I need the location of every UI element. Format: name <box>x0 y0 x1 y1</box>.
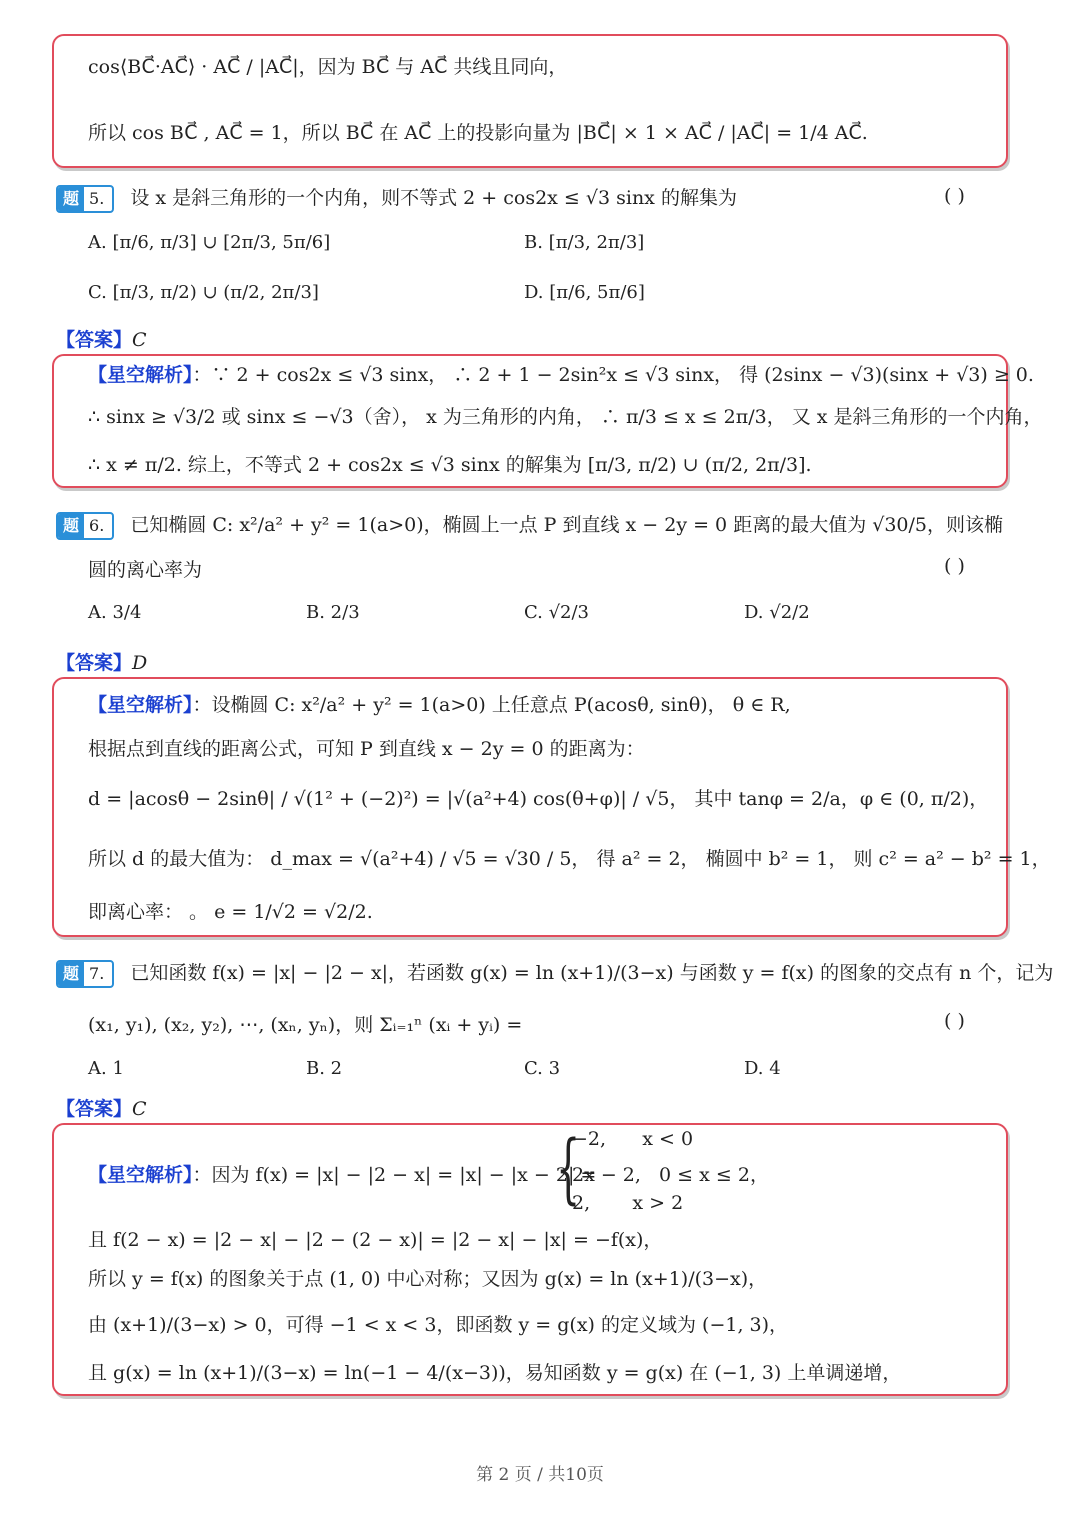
q7-solution-line5: 且 g(x) = ln (x+1)/(3−x) = ln(−1 − 4/(x−3))，易知函数 y = g(x) 在 (−1, 3) 上单调递增， <box>88 1362 902 1384</box>
question-6-option-c: C. √2/3 <box>524 602 590 623</box>
question-6-answer-blank: ( ) <box>944 555 965 577</box>
question-7-option-c: C. 3 <box>524 1058 561 1079</box>
question-7-tag: 题 7. <box>56 960 114 988</box>
q6-solution-line4: 所以 d 的最大值为： d_max = √(a²+4) / √5 = √30 / 5， 得 a² = 2， 椭圆中 b² = 1， 则 c² = a² − b² = 1， <box>88 848 1051 870</box>
box0-line1: cos⟨BC⃗·AC⃗⟩ · AC⃗ / |AC⃗|，因为 BC⃗ 与 AC⃗ 共线且同向， <box>88 56 568 78</box>
q7-case-3: 2, x > 2 <box>572 1192 684 1214</box>
q7-solution-line4: 由 (x+1)/(3−x) > 0，可得 −1 < x < 3，即函数 y = g(x) 的定义域为 (−1, 3)， <box>88 1314 789 1336</box>
question-5-answer-value: C <box>132 329 147 351</box>
question-5-option-d: D. [π/6, 5π/6] <box>524 282 645 303</box>
question-5-tag: 题 5. <box>56 185 114 213</box>
q6-solution-line1: 【星空解析】：设椭圆 C: x²/a² + y² = 1(a>0) 上任意点 P(acosθ, sinθ)， θ ∈ R, <box>88 694 791 716</box>
question-5-option-b: B. [π/3, 2π/3] <box>524 232 645 253</box>
question-7-text-line2: (x₁, y₁), (x₂, y₂), ⋯, (xₙ, yₙ)，则 Σᵢ₌₁ⁿ (xᵢ + yᵢ) = <box>88 1014 523 1036</box>
question-7-option-a: A. 1 <box>88 1058 124 1079</box>
box0-line2: 所以 cos BC⃗ , AC⃗ = 1，所以 BC⃗ 在 AC⃗ 上的投影向量为 |BC⃗| × 1 × AC⃗ / |AC⃗| = 1/4 AC⃗. <box>88 122 868 144</box>
question-6-option-d: D. √2/2 <box>744 602 810 623</box>
q6-solution-line3: d = |acosθ − 2sinθ| / √(1² + (−2)²) = |√(a²+4) cos(θ+φ)| / √5， 其中 tanφ = 2/a，φ ∈ (0, π/2)， <box>88 788 989 810</box>
question-6-text-line2: 圆的离心率为 <box>88 559 203 581</box>
question-7-option-d: D. 4 <box>744 1058 781 1079</box>
question-7-option-b: B. 2 <box>306 1058 343 1079</box>
question-5-answer: 【答案】C <box>56 329 147 351</box>
question-6-answer-value: D <box>132 652 148 674</box>
q7-solution-line3: 所以 y = f(x) 的图象关于点 (1, 0) 中心对称；又因为 g(x) = ln (x+1)/(3−x)， <box>88 1268 768 1290</box>
q6-solution-line5: 即离心率： 。 e = 1/√2 = √2/2. <box>88 901 373 923</box>
question-7-text: 已知函数 f(x) = |x| − |2 − x|，若函数 g(x) = ln (x+1)/(3−x) 与函数 y = f(x) 的图象的交点有 n 个，记为 <box>130 962 1054 984</box>
q7-case-2: 2x − 2, 0 ≤ x ≤ 2， <box>572 1164 769 1186</box>
question-5-text: 设 x 是斜三角形的一个内角，则不等式 2 + cos2x ≤ √3 sinx 的解集为 <box>130 187 737 209</box>
q7-case-1: −2, x < 0 <box>572 1128 694 1150</box>
question-6-tag: 题 6. <box>56 512 114 540</box>
question-7-heading <box>56 958 1053 988</box>
question-5-answer-blank: ( ) <box>944 185 965 207</box>
page-footer: 第 2 页 / 共10页 <box>476 1465 604 1485</box>
q5-solution-line1: 【星空解析】：∵ 2 + cos2x ≤ √3 sinx， ∴ 2 + 1 − 2sin²x ≤ √3 sinx， 得 (2sinx − √3)(sinx + √3) ≥ 0. <box>88 364 1034 386</box>
question-6-heading <box>56 510 1003 540</box>
q5-solution-line2: ∴ sinx ≥ √3/2 或 sinx ≤ −√3（舍）， x 为三角形的内角， ∴ π/3 ≤ x ≤ 2π/3， 又 x 是斜三角形的一个内角， <box>88 406 1043 428</box>
q6-solution-line2: 根据点到直线的距离公式，可知 P 到直线 x − 2y = 0 的距离为： <box>88 738 645 760</box>
question-6-answer: 【答案】D <box>56 652 148 674</box>
question-5-option-c: C. [π/3, π/2) ∪ (π/2, 2π/3] <box>88 282 319 303</box>
question-5-heading <box>56 183 737 213</box>
q7-solution-line2: 且 f(2 − x) = |2 − x| − |2 − (2 − x)| = |2 − x| − |x| = −f(x)， <box>88 1229 663 1251</box>
question-6-option-a: A. 3/4 <box>88 602 142 623</box>
question-7-answer-blank: ( ) <box>944 1010 965 1032</box>
q7-solution-line1: 【星空解析】：因为 f(x) = |x| − |2 − x| = |x| − |x − 2| = <box>88 1164 597 1186</box>
q7-piecewise-brace: { <box>556 1123 581 1212</box>
question-6-text: 已知椭圆 C: x²/a² + y² = 1(a>0)，椭圆上一点 P 到直线 x − 2y = 0 距离的最大值为 √30/5，则该椭 <box>130 514 1004 536</box>
question-7-answer: 【答案】C <box>56 1098 147 1120</box>
question-5-option-a: A. [π/6, π/3] ∪ [2π/3, 5π/6] <box>88 232 331 253</box>
q5-solution-line3: ∴ x ≠ π/2. 综上，不等式 2 + cos2x ≤ √3 sinx 的解集为 [π/3, π/2) ∪ (π/2, 2π/3]. <box>88 454 812 476</box>
question-7-answer-value: C <box>132 1098 147 1120</box>
question-6-option-b: B. 2/3 <box>306 602 360 623</box>
